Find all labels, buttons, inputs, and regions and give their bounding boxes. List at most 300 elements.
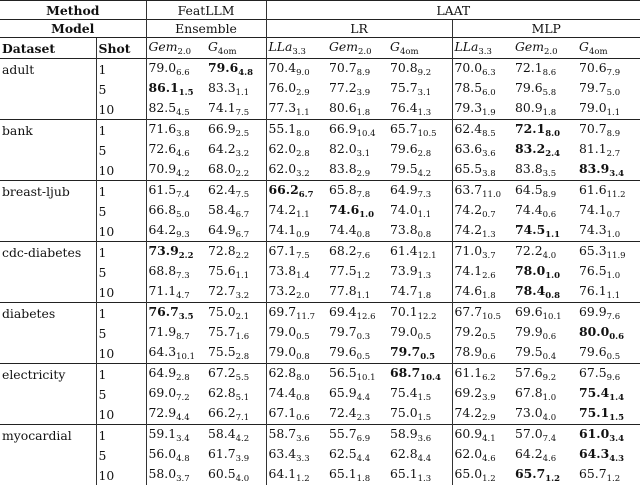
score-std: 1.2: [482, 474, 496, 484]
score-cell: [452, 99, 513, 120]
score-cell: [327, 303, 388, 324]
score-std: 10.5: [417, 129, 437, 139]
score-std: 0.5: [482, 332, 496, 342]
score-mean: 72.4: [329, 405, 357, 420]
score-cell: [452, 79, 513, 99]
table-row: [0, 79, 640, 99]
score-mean: 69.7: [268, 304, 297, 319]
score-std: 3.9: [482, 393, 496, 403]
score-std: 3.2: [235, 149, 250, 159]
score-std: 3.6: [482, 149, 496, 159]
score-std: 8.9: [542, 190, 557, 200]
score-cell: [327, 181, 388, 202]
score-std: 8.6: [542, 68, 557, 78]
score-mean: 61.5: [148, 182, 177, 197]
score-mean: 77.8: [329, 283, 357, 298]
score-cell: [206, 425, 266, 446]
score-std: 0.5: [417, 332, 432, 342]
score-std: 2.2: [235, 169, 250, 179]
score-mean: 75.0: [208, 304, 236, 319]
score-std: 3.9: [356, 88, 371, 98]
score-std: 9.3: [176, 230, 190, 240]
score-std: 0.7: [482, 210, 496, 220]
table-row: [0, 160, 640, 181]
score-mean: 68.7: [390, 365, 421, 380]
score-std: 1.0: [606, 271, 621, 281]
score-std: 2.0: [296, 291, 310, 301]
score-mean: 57.6: [515, 365, 543, 380]
method-header-row: [0, 1, 640, 20]
model-header-row: [0, 20, 640, 38]
score-std: 7.4: [176, 190, 190, 200]
score-mean: 65.9: [329, 385, 357, 400]
score-cell: [146, 160, 206, 181]
score-mean: 69.9: [579, 304, 607, 319]
score-cell: [266, 160, 327, 181]
score-cell: [327, 221, 388, 242]
score-mean: 74.1: [268, 222, 297, 237]
shot-value: 10: [96, 160, 146, 181]
score-mean: 80.0: [579, 324, 610, 339]
score-mean: 79.0: [268, 324, 297, 339]
score-std: 3.1: [356, 149, 371, 159]
score-mean: 74.2: [454, 405, 483, 420]
score-cell: [146, 242, 206, 263]
shot-label: Shot: [96, 38, 146, 59]
score-cell: [206, 140, 266, 160]
score-std: 10.4: [420, 373, 441, 383]
dataset-name: breast-ljub: [0, 181, 96, 202]
score-mean: 76.7: [148, 304, 179, 319]
score-mean: 78.4: [515, 283, 546, 298]
score-mean: 76.5: [579, 263, 607, 278]
score-cell: [513, 425, 577, 446]
score-std: 1.3: [417, 474, 432, 484]
score-mean: 73.0: [515, 405, 543, 420]
score-cell: [327, 242, 388, 263]
score-std: 7.3: [417, 190, 432, 200]
score-cell: [577, 140, 640, 160]
score-cell: [266, 79, 327, 99]
score-cell: [206, 99, 266, 120]
score-mean: 64.9: [208, 222, 236, 237]
score-cell: [513, 303, 577, 324]
score-mean: 70.7: [329, 60, 357, 75]
score-mean: 62.0: [268, 161, 297, 176]
score-cell: [388, 262, 452, 282]
score-mean: 65.7: [390, 121, 418, 136]
score-mean: 65.8: [329, 182, 357, 197]
score-cell: [146, 120, 206, 141]
score-mean: 76.0: [268, 80, 297, 95]
score-cell: [146, 262, 206, 282]
score-cell: [327, 99, 388, 120]
score-std: 1.2: [356, 271, 371, 281]
score-std: 1.1: [356, 291, 371, 301]
score-mean: 61.4: [390, 243, 418, 258]
score-mean: 68.8: [148, 263, 177, 278]
score-std: 0.4: [542, 352, 557, 362]
model-col-header: [206, 38, 266, 59]
score-cell: [266, 181, 327, 202]
dataset-name: cdc-diabetes: [0, 242, 96, 263]
score-cell: [388, 282, 452, 303]
score-cell: [266, 262, 327, 282]
score-std: 4.3: [609, 454, 625, 464]
score-cell: [577, 425, 640, 446]
score-cell: [513, 343, 577, 364]
dataset-name: bank: [0, 120, 96, 141]
score-mean: 74.1: [454, 263, 483, 278]
score-std: 2.9: [482, 413, 496, 423]
score-cell: [146, 404, 206, 425]
shot-value: 1: [96, 303, 146, 324]
score-std: 2.2: [178, 251, 194, 261]
score-mean: 67.5: [579, 365, 607, 380]
score-cell: [388, 120, 452, 141]
score-mean: 79.0: [268, 344, 297, 359]
score-cell: [146, 364, 206, 385]
table-row: [0, 364, 640, 385]
score-std: 0.7: [606, 210, 621, 220]
score-std: 0.6: [542, 332, 557, 342]
score-mean: 74.2: [454, 202, 483, 217]
dataset-name: [0, 323, 96, 343]
score-cell: [452, 303, 513, 324]
score-std: 1.1: [417, 210, 432, 220]
score-mean: 62.4: [208, 182, 236, 197]
shot-value: 10: [96, 343, 146, 364]
score-mean: 69.6: [515, 304, 543, 319]
score-cell: [577, 404, 640, 425]
score-mean: 72.1: [515, 121, 546, 136]
score-std: 0.3: [356, 332, 371, 342]
score-std: 2.3: [356, 413, 371, 423]
score-std: 2.9: [296, 88, 310, 98]
score-mean: 60.5: [208, 466, 236, 481]
score-cell: [388, 425, 452, 446]
score-mean: 73.8: [268, 263, 297, 278]
score-mean: 76.4: [390, 100, 418, 115]
score-mean: 64.5: [515, 182, 543, 197]
score-mean: 77.2: [329, 80, 357, 95]
score-cell: [388, 221, 452, 242]
score-cell: [452, 181, 513, 202]
score-mean: 72.1: [515, 60, 543, 75]
score-mean: 79.6: [208, 60, 239, 75]
score-std: 1.1: [296, 108, 310, 118]
score-mean: 61.6: [579, 182, 607, 197]
score-cell: [266, 445, 327, 465]
score-mean: 62.0: [268, 141, 297, 156]
score-std: 3.8: [482, 169, 496, 179]
ensemble-header: Ensemble: [146, 20, 266, 38]
featllm-header: FeatLLM: [146, 1, 266, 20]
score-std: 2.5: [235, 129, 250, 139]
score-mean: 79.5: [390, 161, 418, 176]
score-std: 1.8: [482, 291, 496, 301]
score-std: 0.8: [296, 393, 310, 403]
score-mean: 64.9: [390, 182, 418, 197]
score-mean: 72.9: [148, 405, 177, 420]
score-mean: 69.0: [148, 385, 177, 400]
score-mean: 71.9: [148, 324, 177, 339]
shot-value: 5: [96, 201, 146, 221]
score-cell: [146, 221, 206, 242]
score-cell: [388, 303, 452, 324]
score-cell: [452, 120, 513, 141]
score-std: 0.5: [606, 352, 621, 362]
score-mean: 78.0: [515, 263, 546, 278]
shot-value: 1: [96, 425, 146, 446]
model-name: G: [208, 39, 218, 54]
score-cell: [206, 364, 266, 385]
score-std: 1.3: [417, 271, 432, 281]
shot-value: 5: [96, 140, 146, 160]
score-mean: 67.1: [268, 405, 297, 420]
score-std: 4.4: [356, 454, 371, 464]
score-std: 9.2: [542, 373, 557, 383]
score-cell: [266, 140, 327, 160]
score-std: 4.0: [542, 413, 557, 423]
score-mean: 66.9: [329, 121, 357, 136]
score-mean: 66.8: [148, 202, 177, 217]
model-name: LLa: [454, 39, 479, 54]
score-cell: [266, 425, 327, 446]
score-mean: 79.7: [329, 324, 357, 339]
score-std: 0.5: [356, 352, 371, 362]
score-mean: 74.5: [515, 222, 546, 237]
score-std: 5.8: [542, 88, 557, 98]
dataset-name: myocardial: [0, 425, 96, 446]
model-col-header: [577, 38, 640, 59]
score-mean: 74.7: [390, 283, 418, 298]
score-std: 3.5: [542, 169, 557, 179]
score-mean: 62.8: [390, 446, 418, 461]
score-std: 10.1: [356, 373, 376, 383]
model-col-header: [266, 38, 327, 59]
score-std: 4.0: [542, 251, 557, 261]
model-label: Model: [0, 20, 146, 38]
score-cell: [388, 59, 452, 80]
score-cell: [577, 343, 640, 364]
score-std: 3.4: [176, 434, 190, 444]
score-mean: 58.9: [390, 426, 418, 441]
score-cell: [146, 465, 206, 485]
score-cell: [513, 465, 577, 485]
score-cell: [266, 242, 327, 263]
score-cell: [327, 465, 388, 485]
score-cell: [206, 384, 266, 404]
table-row: [0, 425, 640, 446]
score-cell: [388, 160, 452, 181]
score-std: 9.2: [417, 68, 432, 78]
score-mean: 67.7: [454, 304, 483, 319]
score-std: 1.8: [356, 108, 371, 118]
score-std: 4.4: [417, 454, 432, 464]
score-std: 4.8: [176, 454, 190, 464]
score-std: 1.8: [356, 474, 371, 484]
dataset-name: [0, 79, 96, 99]
shot-value: 1: [96, 242, 146, 263]
score-std: 11.0: [482, 190, 502, 200]
score-cell: [577, 364, 640, 385]
score-std: 4.2: [417, 169, 432, 179]
score-std: 4.4: [356, 393, 371, 403]
score-std: 3.8: [176, 129, 190, 139]
model-version: 3.3: [478, 47, 492, 57]
dataset-name: [0, 221, 96, 242]
score-cell: [327, 364, 388, 385]
score-mean: 75.4: [390, 385, 418, 400]
score-cell: [327, 282, 388, 303]
score-std: 1.1: [545, 230, 561, 240]
score-cell: [577, 221, 640, 242]
score-mean: 61.1: [454, 365, 483, 380]
shot-value: 1: [96, 364, 146, 385]
score-cell: [327, 445, 388, 465]
score-cell: [327, 79, 388, 99]
score-std: 8.5: [482, 129, 496, 139]
score-std: 1.9: [482, 108, 496, 118]
shot-value: 1: [96, 181, 146, 202]
score-cell: [452, 364, 513, 385]
model-version: 2.0: [358, 47, 372, 57]
score-mean: 65.0: [454, 466, 483, 481]
score-mean: 64.2: [515, 446, 543, 461]
column-header-row: [0, 38, 640, 59]
score-mean: 79.6: [515, 80, 543, 95]
score-mean: 76.1: [579, 283, 607, 298]
score-cell: [266, 59, 327, 80]
score-mean: 79.5: [515, 344, 543, 359]
score-std: 7.5: [235, 190, 250, 200]
score-cell: [206, 465, 266, 485]
shot-value: 10: [96, 282, 146, 303]
score-cell: [266, 384, 327, 404]
score-cell: [577, 160, 640, 181]
score-mean: 62.5: [329, 446, 357, 461]
score-cell: [146, 99, 206, 120]
score-cell: [452, 242, 513, 263]
score-mean: 73.2: [268, 283, 297, 298]
score-mean: 63.6: [454, 141, 483, 156]
shot-value: 1: [96, 59, 146, 80]
score-mean: 60.9: [454, 426, 483, 441]
score-std: 2.8: [176, 373, 190, 383]
dataset-name: [0, 99, 96, 120]
score-mean: 70.9: [148, 161, 177, 176]
score-cell: [513, 221, 577, 242]
score-mean: 61.7: [208, 446, 236, 461]
dataset-name: [0, 343, 96, 364]
score-cell: [206, 181, 266, 202]
score-std: 2.8: [417, 149, 432, 159]
shot-value: 5: [96, 323, 146, 343]
dataset-name: [0, 201, 96, 221]
score-mean: 59.1: [148, 426, 177, 441]
score-cell: [266, 221, 327, 242]
dataset-name: [0, 384, 96, 404]
score-cell: [513, 181, 577, 202]
score-std: 0.6: [296, 413, 310, 423]
score-mean: 70.6: [579, 60, 607, 75]
score-std: 4.0: [235, 474, 250, 484]
score-cell: [266, 364, 327, 385]
score-std: 0.8: [545, 291, 561, 301]
score-std: 2.7: [606, 149, 621, 159]
model-version: 4om: [588, 47, 608, 57]
score-cell: [577, 120, 640, 141]
score-std: 1.1: [296, 210, 310, 220]
dataset-name: adult: [0, 59, 96, 80]
dataset-name: [0, 445, 96, 465]
score-std: 3.4: [609, 169, 625, 179]
score-std: 2.8: [296, 149, 310, 159]
score-std: 3.7: [482, 251, 496, 261]
score-cell: [388, 323, 452, 343]
model-name: Gem: [148, 39, 178, 54]
score-std: 1.2: [606, 474, 621, 484]
score-mean: 70.0: [454, 60, 483, 75]
score-mean: 77.5: [329, 263, 357, 278]
table-row: [0, 404, 640, 425]
score-std: 1.1: [606, 108, 621, 118]
score-cell: [388, 140, 452, 160]
table-row: [0, 282, 640, 303]
laat-header: LAAT: [266, 1, 640, 20]
score-std: 4.2: [176, 169, 190, 179]
score-mean: 73.9: [390, 263, 418, 278]
score-std: 11.2: [606, 190, 626, 200]
score-mean: 65.1: [329, 466, 357, 481]
score-cell: [327, 140, 388, 160]
dataset-label: Dataset: [0, 38, 96, 59]
score-cell: [388, 465, 452, 485]
score-std: 12.1: [417, 251, 437, 261]
score-mean: 74.4: [329, 222, 357, 237]
score-std: 1.3: [417, 108, 432, 118]
score-cell: [146, 445, 206, 465]
score-std: 6.7: [235, 210, 250, 220]
score-cell: [513, 99, 577, 120]
score-std: 9.0: [296, 68, 310, 78]
dataset-name: [0, 465, 96, 485]
score-std: 7.3: [176, 271, 190, 281]
table-row: [0, 221, 640, 242]
table-row: [0, 120, 640, 141]
score-cell: [513, 445, 577, 465]
score-mean: 80.6: [329, 100, 357, 115]
score-mean: 79.0: [579, 100, 607, 115]
score-cell: [452, 201, 513, 221]
score-mean: 78.9: [454, 344, 483, 359]
score-mean: 79.6: [579, 344, 607, 359]
score-cell: [577, 242, 640, 263]
score-std: 7.6: [356, 251, 371, 261]
score-mean: 55.1: [268, 121, 297, 136]
score-cell: [266, 404, 327, 425]
score-cell: [452, 160, 513, 181]
score-cell: [577, 79, 640, 99]
score-mean: 74.4: [268, 385, 297, 400]
table-row: [0, 99, 640, 120]
score-cell: [513, 404, 577, 425]
score-std: 6.7: [235, 230, 250, 240]
score-std: 8.0: [545, 129, 561, 139]
score-cell: [388, 99, 452, 120]
score-std: 3.4: [609, 434, 625, 444]
